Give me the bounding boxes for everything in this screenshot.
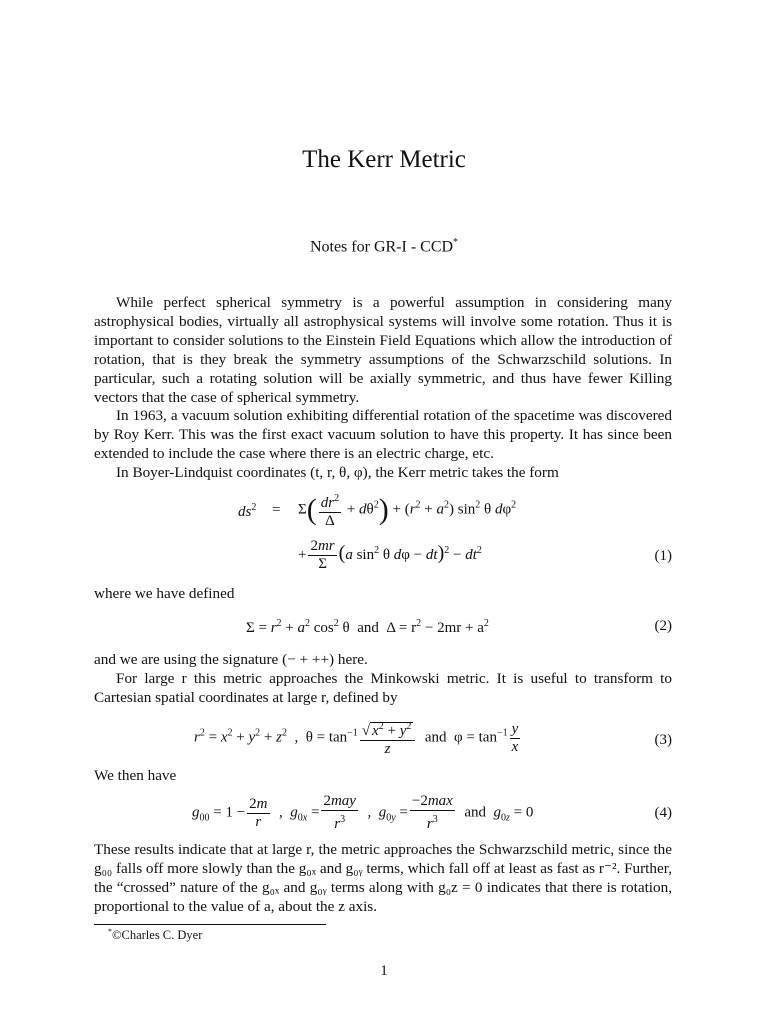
paragraph-boyer-lindquist: In Boyer-Lindquist coordinates (t, r, θ, φ), the Kerr metric takes the form — [116, 464, 559, 482]
equation-2: $\Sigma = r^2 + a^2$ $\cos^2 \theta$ and $\Delta = r^2 - 2mr + a^2$ (2) — [246, 618, 672, 636]
document-subtitle — [0, 237, 768, 256]
footnote-mark: * — [108, 927, 112, 936]
text-block-signature — [94, 651, 672, 708]
footnote — [108, 927, 202, 943]
paragraph-kerr-history: In 1963, a vacuum solution exhibiting differential rotation of the spacetime was discovered by Roy Kerr. This was the first exact vacuum solution to have this property. It has since been extended to include the case where there is an electric charge, etc. — [94, 407, 672, 463]
equation-1: $ds^2$ = Σ( $\frac{dr^2}{\Delta}$ + $d\theta^2) + (r^2 + a^2)$ $\sin^2 \theta$ $d\varphi^2$ + $\frac{2mr}{\Sigma}$ (a $\sin^2 \theta$ $d\varphi - dt)^2 - dt^2$ (1) — [94, 494, 672, 574]
equation-1-number: (1) — [654, 548, 672, 564]
intro-paragraphs — [94, 294, 672, 483]
text-results — [94, 841, 672, 917]
subtitle-text: Notes for GR-I - CCD — [309, 238, 454, 256]
equation-4-number: (4) — [654, 805, 672, 821]
paragraph-where: where we have defined — [94, 585, 235, 602]
text-where — [94, 585, 672, 604]
paragraph-rotation: While perfect spherical symmetry is a powerful assumption in considering many astrophysical bodies, virtually all astrophysical systems will involve some rotation. Thus it is important to consider solutions to the Einstein Field Equations which allow the introduction of rotation, that is they break the symmetry assumptions of the Schwarzschild solutions. In particular, such a rotating solution will be axially symmetric, and thus have fewer Killing vectors that the case of spherical symmetry. — [94, 294, 672, 406]
paragraph-we-then: We then have — [94, 767, 177, 784]
equation-2-number: (2) — [654, 618, 672, 634]
paragraph-results: These results indicate that at large r, the metric approaches the Schwarzschild metric, since the g₀₀ falls off more slowly than the g₀ₓ and g₀ᵧ terms, which fall off at least as fast as r⁻². Further, the “crossed” nature of the g₀ₓ and g₀ᵧ terms along with g₀z = 0 indicates that there is rotation, proportional to the value of a, about the z axis. — [94, 841, 672, 915]
document-title: The Kerr Metric — [302, 146, 466, 173]
page-number: 1 — [380, 963, 388, 979]
equation-4: $g_{00} = 1$ − $\frac{2m}{r}$ , $g_{0x}$ = $\frac{\text{2may}}{r^3}$ , $g_{0y}$ = $\frac{-2\max}{r^3}$ and $g_{0z} = 0$ (4) — [192, 793, 672, 832]
footnote-text: ©Charles C. Dyer — [112, 928, 203, 943]
paragraph-signature: and we are using the signature (− + ++) here. — [94, 651, 368, 668]
equation-3-number: (3) — [654, 732, 672, 748]
footnote-rule — [94, 924, 326, 925]
paragraph-large-r: For large r this metric approaches the Minkowski metric. It is useful to transform to Cartesian spatial coordinates at large r, defined by — [94, 669, 672, 706]
equation-3: $r^2 = x^2 + y^2 + z^2$ , $\theta = \tan^{-1}$ $\frac{√ x^2 + y^2}{z}$ and $\varphi = \tan^{-1}$ $\frac{y}{x}$ (3) — [94, 718, 672, 762]
text-we-then — [94, 767, 672, 786]
subtitle-footnote-mark: * — [453, 237, 459, 248]
